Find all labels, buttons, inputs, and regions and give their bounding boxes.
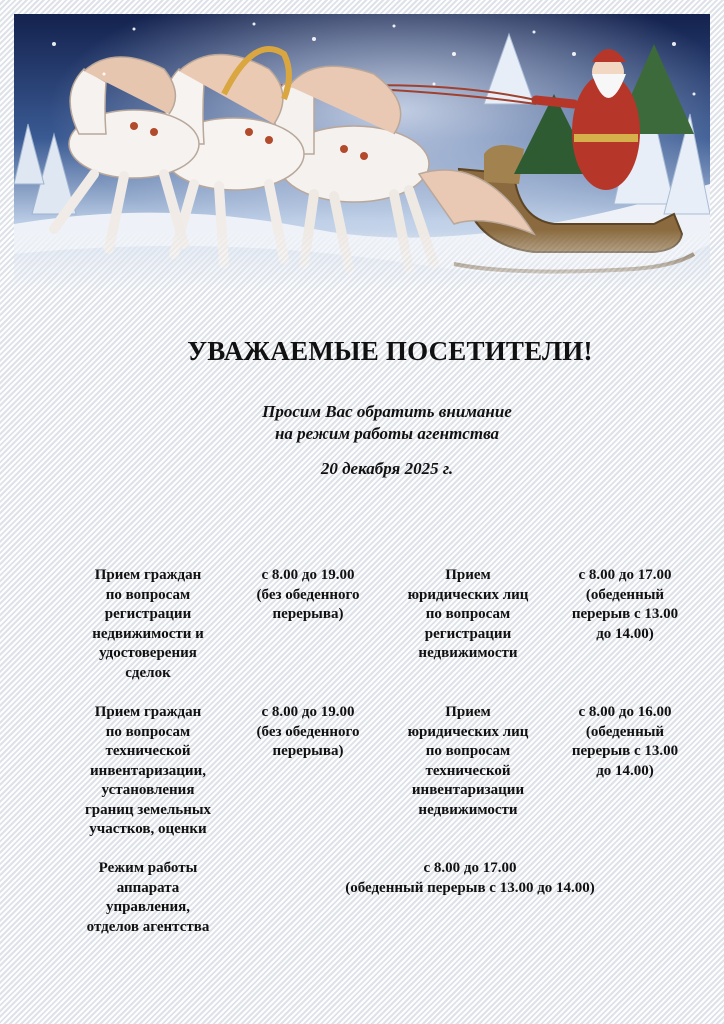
row1-legal-hours: с 8.00 до 17.00 (обеденный перерыв с 13.00 до 14.00) (571, 567, 679, 642)
notice-date: 20 декабря 2025 г. (320, 459, 454, 478)
row2-legal-hours: с 8.00 до 16.00 (обеденный перерыв с 13.00 до 14.00) (571, 704, 679, 779)
subtitle-line-2: на режим работы агентства (274, 424, 500, 443)
row2-citizens-label: Прием граждан по вопросам технической инвентаризации, установления границ земельных участков, оценки (84, 704, 212, 837)
row3-administration-label: Режим работы аппарата управления, отделов агентства (86, 860, 210, 935)
troika-banner-image (14, 14, 710, 290)
row1-legal-label: Прием юридических лиц по вопросам регистрации недвижимости (407, 567, 529, 661)
row1-citizens-label: Прием граждан по вопросам регистрации недвижимости и удостоверения сделок (92, 567, 204, 681)
troika-sleigh-illustration (14, 14, 710, 290)
row1-citizens-hours: с 8.00 до 19.00 (без обеденного перерыва) (256, 567, 360, 622)
page-title: УВАЖАЕМЫЕ ПОСЕТИТЕЛИ! (187, 336, 593, 366)
row3-administration-hours: с 8.00 до 17.00 (обеденный перерыв с 13.00 до 14.00) (345, 860, 595, 896)
row2-legal-label: Прием юридических лиц по вопросам технической инвентаризации недвижимости (407, 704, 529, 818)
row2-citizens-hours: с 8.00 до 19.00 (без обеденного перерыва) (256, 704, 360, 759)
subtitle-line-1: Просим Вас обратить внимание (262, 402, 512, 421)
